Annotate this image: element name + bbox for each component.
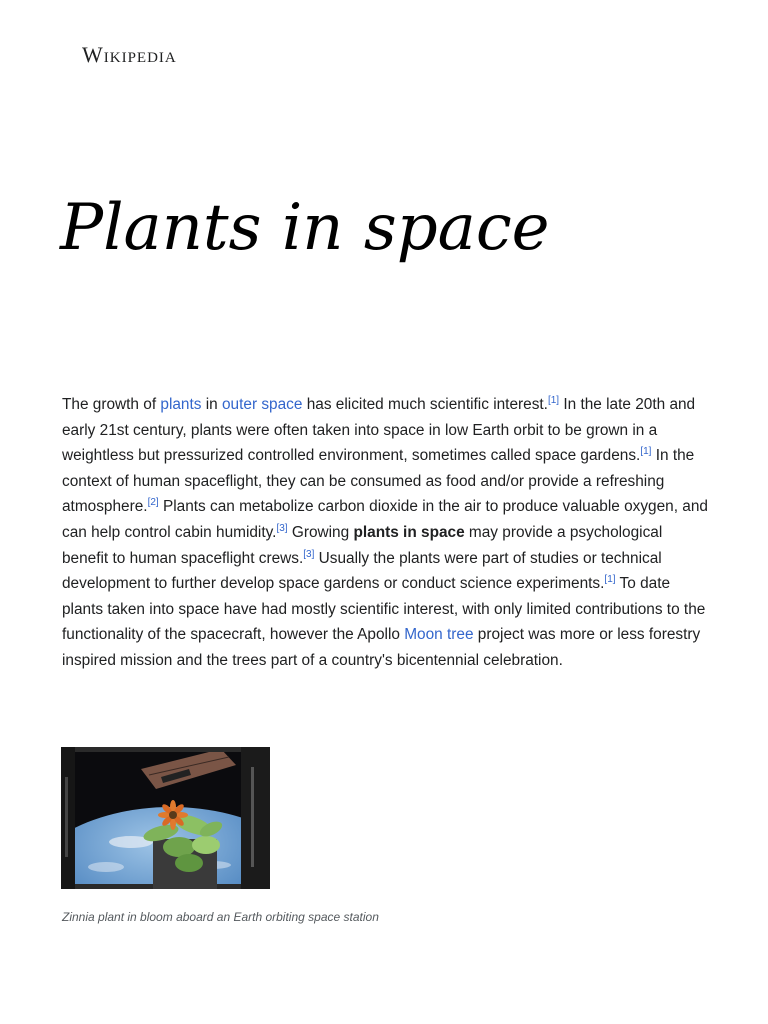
page-title: Plants in space bbox=[60, 191, 550, 265]
citation-link-1[interactable]: [1] bbox=[604, 574, 616, 586]
lead-text: project was more or less forestry inspired mission and the trees part of a country's bicentennial celebration. bbox=[62, 626, 701, 669]
lead-text: in bbox=[201, 396, 222, 413]
lead-text: To date plants taken into space have had mostly scientific interest, with only limited contributions to the functionality of the spacecraft, however the Apollo bbox=[62, 575, 706, 644]
citation-link-2[interactable]: [2] bbox=[147, 497, 159, 509]
lead-text: The growth of bbox=[62, 396, 161, 413]
figure-caption: Zinnia plant in bloom aboard an Earth orbiting space station bbox=[62, 910, 379, 924]
citation-link-3[interactable]: [3] bbox=[276, 522, 288, 534]
link-moon-tree[interactable]: Moon tree bbox=[404, 626, 474, 644]
lead-text: may provide a psychological benefit to human spaceflight crews. bbox=[62, 523, 663, 567]
link-outer-space[interactable]: outer space bbox=[222, 396, 303, 413]
link-plants[interactable]: plants bbox=[160, 396, 202, 413]
citation-link-1[interactable]: [1] bbox=[547, 395, 560, 406]
citation-link-1[interactable]: [1] bbox=[640, 446, 652, 458]
citation-link-3[interactable]: [3] bbox=[303, 548, 315, 560]
bold-term: plants in space bbox=[353, 523, 465, 541]
lead-text: In the late 20th and early 21st century, plants were often taken into space in low Earth orbit to be grown in a weightless but pressurized controlled environment, sometimes called space gardens. bbox=[62, 396, 696, 465]
lead-text: Growing bbox=[287, 523, 354, 541]
lead-text: Usually the plants were part of studies or technical development to further develop space gardens or conduct science experiments. bbox=[62, 549, 662, 593]
lead-paragraph bbox=[62, 392, 710, 674]
zinnia-photo[interactable] bbox=[61, 747, 270, 889]
lead-text: has elicited much scientific interest. bbox=[302, 396, 548, 413]
lead-text: In the context of human spaceflight, they can be consumed as food and/or provide a refreshing atmosphere. bbox=[62, 447, 695, 516]
zinnia-photo-image bbox=[61, 747, 270, 889]
lead-text: Plants can metabolize carbon dioxide in the air to produce valuable oxygen, and can help control cabin humidity. bbox=[62, 498, 708, 541]
wikipedia-logo[interactable]: Wikipedia bbox=[82, 42, 177, 67]
